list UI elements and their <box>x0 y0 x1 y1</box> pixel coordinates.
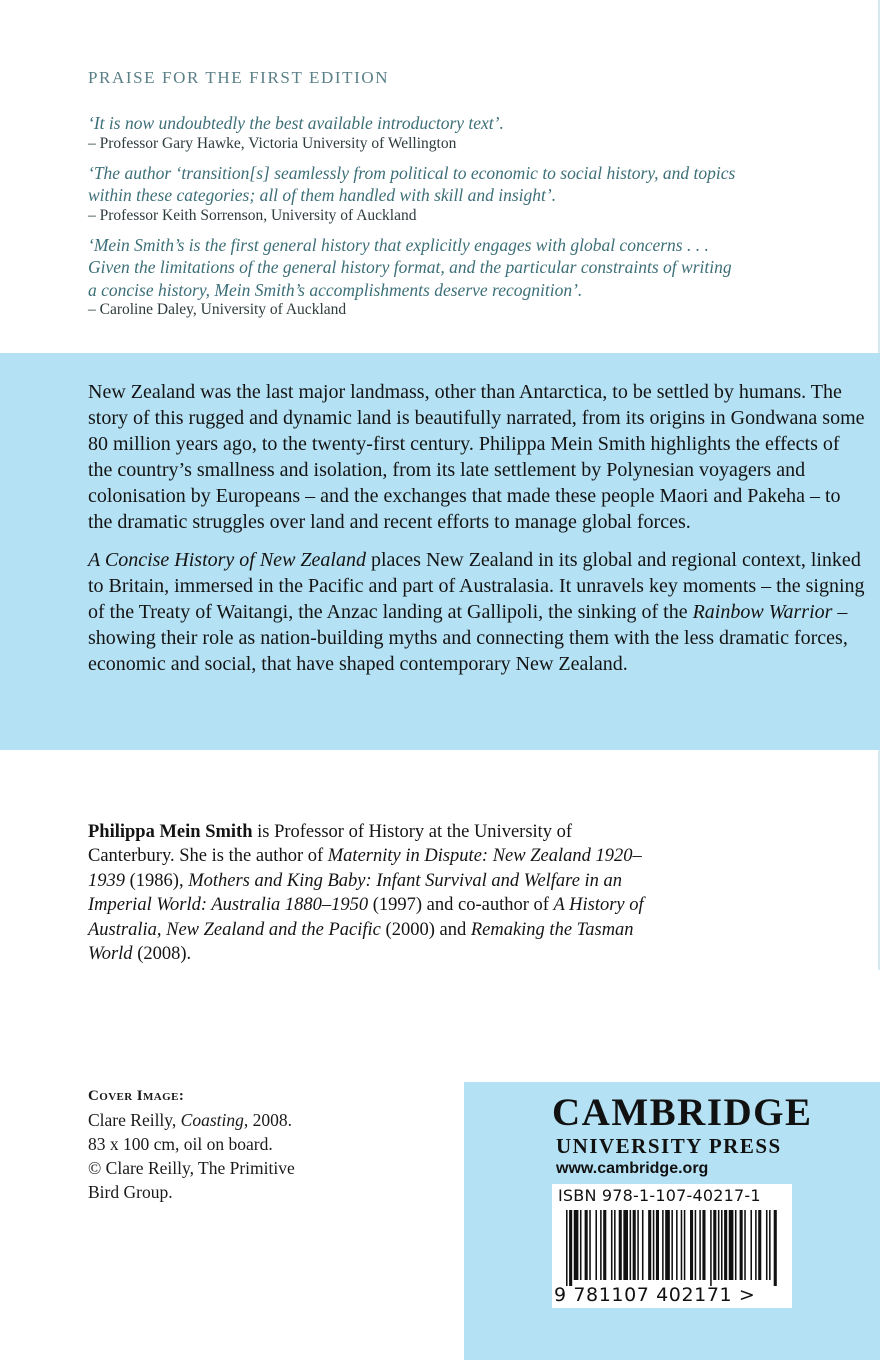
barcode-bar <box>724 1210 727 1280</box>
blurb-text: places New Zealand in its global and regional context, linked to Britain, immersed in the Pacific and part of Australasia. It unravels key moments – the signing of the Treaty of Waitangi, the Anzac landing at Gallipoli, the sinking of the <box>88 549 865 623</box>
book-title: A History of Australia, New Zealand and the Pacific <box>88 895 644 940</box>
barcode-bar <box>589 1210 591 1280</box>
barcode-bar <box>603 1210 606 1280</box>
cover-work-title: Coasting <box>180 1110 244 1130</box>
barcode-bar <box>740 1210 743 1280</box>
barcode-bar <box>744 1210 746 1280</box>
barcode-bar <box>569 1210 572 1286</box>
barcode-bar <box>656 1210 659 1280</box>
barcode-bar <box>566 1210 568 1286</box>
barcode-bar <box>648 1210 651 1280</box>
praise-heading: PRAISE FOR THE FIRST EDITION <box>88 68 390 87</box>
blurb-paragraph-1: New Zealand was the last major landmass, other than Antarctica, to be settled by humans. The story of this rugged and dynamic land is beautifully narrated, from its origins in Gondwana some 80 million years ago, to the twenty-first century. Philippa Mein Smith highlights the effects of the country’s smallness and isolation, from its late settlement by Polynesian voyagers and colonisation by Europeans – and the exchanges that made these people Maori and Pakeha – to the dramatic struggles over land and recent efforts to manage global forces. <box>88 381 865 533</box>
review-quote <box>88 112 848 153</box>
barcode-bar <box>665 1210 670 1280</box>
cover-credit <box>88 1084 388 1204</box>
quote-text: ‘Mein Smith’s is the first general history that explicitly engages with global concerns . . . Given the limitations of the general history format, and the particular constraints of writing a concise history, Mein Smith’s accomplishments deserve recognition’. <box>88 234 732 300</box>
barcode-bar <box>721 1210 723 1280</box>
review-quote <box>88 234 848 320</box>
barcode-digits: 9 781107 402171 > <box>554 1284 756 1306</box>
barcode-bar <box>710 1210 712 1286</box>
barcode-bar <box>729 1210 734 1280</box>
bio-text: (2000) and <box>380 919 471 940</box>
barcode <box>552 1184 792 1308</box>
barcode-bar <box>755 1210 757 1280</box>
quote-attribution: – Caroline Daley, University of Auckland <box>88 301 347 318</box>
barcode-bar <box>623 1210 628 1280</box>
quote-text: ‘The author ‘transition[s] seamlessly from political to economic to social history, and topics within these categories; all of them handled with skill and insight’. <box>88 162 736 205</box>
barcode-bar <box>750 1210 752 1280</box>
bio-text: (1997) and co-author of <box>368 895 554 916</box>
blurb-paragraph-2 <box>88 547 868 677</box>
barcode-bar <box>718 1210 720 1280</box>
quote-text: ‘It is now undoubtedly the best available introductory text’. <box>88 113 504 133</box>
barcode-bar <box>614 1210 616 1280</box>
barcode-bar <box>633 1210 636 1280</box>
barcode-bar <box>574 1210 579 1280</box>
barcode-bar <box>695 1210 697 1280</box>
cover-year: , 2008. <box>243 1110 293 1130</box>
bio-text: is Professor of History at the University of Canterbury. She is the author of <box>88 822 573 867</box>
book-title: Mothers and King Baby: Infant Survival and Welfare in an Imperial World: Australia 1880–1950 <box>88 870 623 916</box>
bio-text: (2008). <box>132 944 192 965</box>
barcode-bar <box>600 1210 602 1280</box>
blurb-text: – showing their role as nation-building myths and connecting them with the less dramatic forces, economic and social, that have shaped contemporary New Zealand. <box>88 601 848 675</box>
barcode-bar <box>681 1210 683 1280</box>
quote-attribution: – Professor Keith Sorrenson, University of Auckland <box>88 206 417 224</box>
barcode-bar <box>642 1210 644 1280</box>
barcode-bar <box>585 1210 588 1280</box>
cover-heading: Cover Image: <box>88 1088 185 1104</box>
ship-name: Rainbow Warrior <box>692 601 833 623</box>
praise-section <box>88 68 848 328</box>
barcode-bar <box>662 1210 664 1280</box>
book-title: Remaking the Tasman World <box>88 919 634 965</box>
barcode-bar <box>676 1210 678 1280</box>
barcode-bar <box>758 1210 761 1280</box>
review-quote <box>88 162 848 225</box>
barcode-bar <box>699 1210 701 1280</box>
barcode-bar <box>637 1210 639 1280</box>
barcode-bar <box>702 1210 705 1280</box>
barcode-bar <box>580 1210 582 1280</box>
barcode-bar <box>630 1210 632 1280</box>
bio-text: (1986), <box>125 870 189 891</box>
author-bio <box>88 820 648 966</box>
barcode-bar <box>653 1210 655 1280</box>
book-blurb <box>88 379 868 689</box>
barcode-bar <box>671 1210 673 1280</box>
cover-artist: Clare Reilly, <box>88 1110 181 1130</box>
barcode-bar <box>595 1210 597 1280</box>
book-title: A Concise History of New Zealand <box>88 549 366 571</box>
publisher-url: www.cambridge.org <box>556 1160 709 1177</box>
publisher-box <box>464 1082 880 1360</box>
cover-details: 83 x 100 cm, oil on board. © Clare Reilly, The Primitive Bird Group. <box>88 1134 295 1202</box>
barcode-bar <box>619 1210 622 1280</box>
barcode-bar <box>735 1210 737 1280</box>
author-name: Philippa Mein Smith <box>88 822 253 842</box>
barcode-bar <box>766 1210 768 1280</box>
barcode-bar <box>713 1210 716 1280</box>
publisher-subtitle: UNIVERSITY PRESS <box>556 1134 782 1158</box>
cover-artwork <box>88 1108 388 1132</box>
barcode-bar <box>684 1210 686 1280</box>
quote-attribution: – Professor Gary Hawke, Victoria University of Wellington <box>88 134 457 152</box>
isbn-label: ISBN 978-1-107-40217-1 <box>558 1186 761 1205</box>
barcode-bar <box>611 1210 613 1280</box>
barcode-bar <box>774 1210 777 1286</box>
barcode-bar <box>769 1210 771 1280</box>
book-title: Maternity in Dispute: New Zealand 1920–1939 <box>88 846 642 891</box>
barcode-bar <box>690 1210 693 1280</box>
publisher-name: CAMBRIDGE <box>552 1091 813 1134</box>
